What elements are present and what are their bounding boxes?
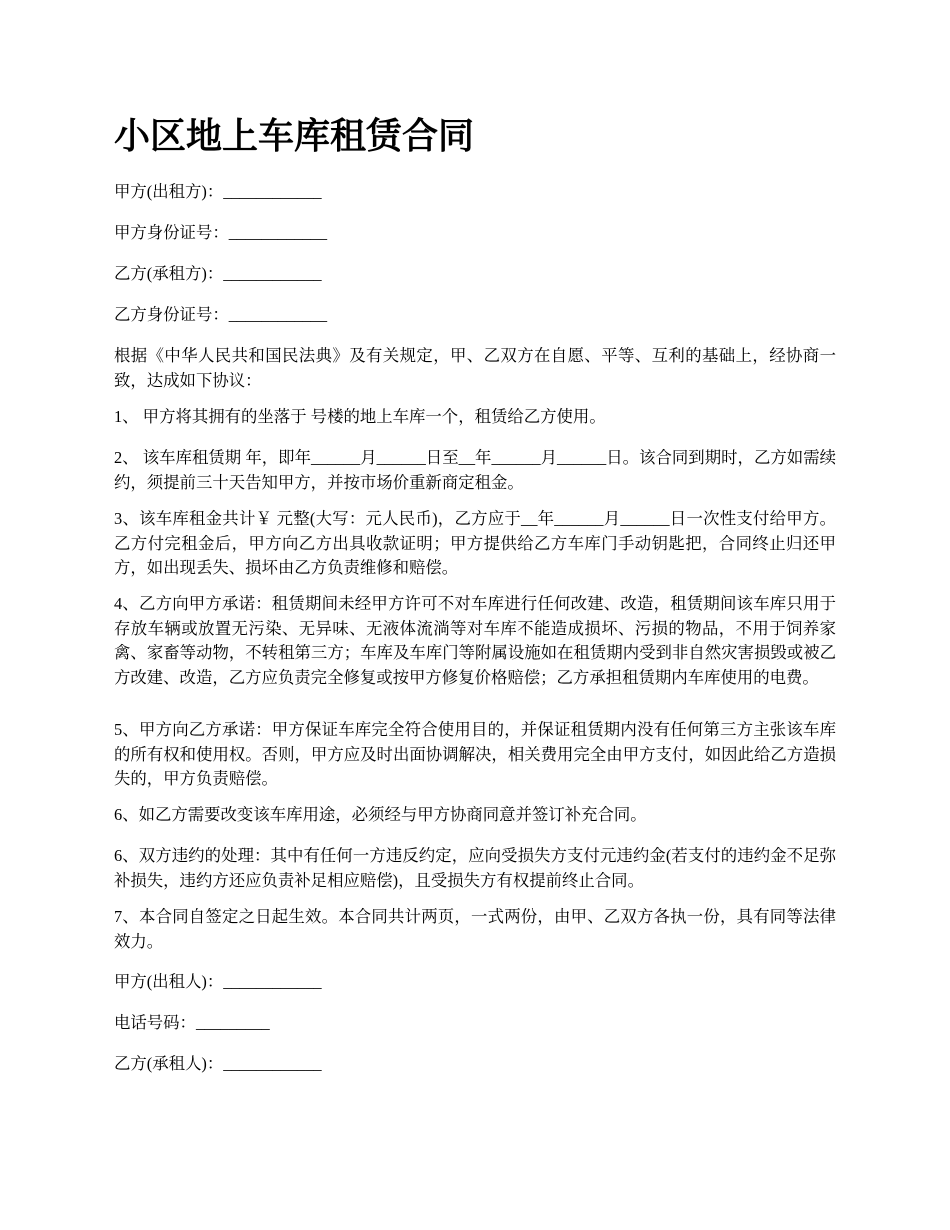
clause-5: 5、甲方向乙方承诺：甲方保证车库完全符合使用目的，并保证租赁期内没有任何第三方主张该车库的所有权和使用权。否则，甲方应及时出面协调解决，相关费用完全由甲方支付，如因此给乙方造损失的，甲方负责赔偿。 bbox=[114, 720, 836, 788]
lessee-id-field: 乙方身份证号：____________ bbox=[114, 305, 328, 324]
lessee-signature-field: 乙方(承租人)：____________ bbox=[114, 1054, 322, 1073]
clause-6-breach: 6、双方违约的处理：其中有任何一方违反约定，应向受损失方支付元违约金(若支付的违约金不足弥补损失，违约方还应负责补足相应赔偿)，且受损失方有权提前终止合同。 bbox=[114, 846, 836, 890]
clause-2: 2、 该车库租赁期 年，即年______月______日至__年______月______日。该合同到期时，乙方如需续约，须提前三十天告知甲方，并按市场价重新商定租金。 bbox=[114, 448, 836, 492]
clause-7: 7、本合同自签定之日起生效。本合同共计两页，一式两份，由甲、乙双方各执一份，具有同等法律效力。 bbox=[114, 907, 836, 951]
document-title: 小区地上车库租赁合同 bbox=[114, 116, 475, 156]
lessor-signature-field: 甲方(出租人)：____________ bbox=[114, 972, 322, 991]
lessor-id-field: 甲方身份证号：____________ bbox=[114, 223, 328, 242]
clause-6: 6、如乙方需要改变该车库用途，必须经与甲方协商同意并签订补充合同。 bbox=[114, 805, 647, 824]
intro-paragraph: 根据《中华人民共和国民法典》及有关规定，甲、乙双方在自愿、平等、互利的基础上，经协商一致，达成如下协议： bbox=[114, 346, 836, 390]
clause-4: 4、乙方向甲方承诺：租赁期间未经甲方许可不对车库进行任何改建、改造，租赁期间该车库只用于存放车辆或放置无污染、无异味、无液体流淌等对车库不能造成损坏、污损的物品，不用于饲养家禽、家畜等动物，不转租第三方；车库及车库门等附属设施如在租赁期内受到非自然灾害损毁或被乙方改建、改造，乙方应负责完全修复或按甲方修复价格赔偿；乙方承担租赁期内车库使用的电费。 bbox=[114, 594, 836, 687]
clause-3: 3、该车库租金共计￥ 元整(大写：元人民币)，乙方应于__年______月______日一次性支付给甲方。乙方付完租金后，甲方向乙方出具收款证明；甲方提供给乙方车库门手动钥匙把，合同终止归还甲方，如出现丢失、损坏由乙方负责维修和赔偿。 bbox=[114, 509, 836, 577]
clause-1: 1、 甲方将其拥有的坐落于 号楼的地上车库一个，租赁给乙方使用。 bbox=[114, 407, 606, 426]
lessor-name-field: 甲方(出租方)：____________ bbox=[114, 182, 322, 201]
lessee-name-field: 乙方(承租方)：____________ bbox=[114, 264, 322, 283]
phone-number-field: 电话号码：_________ bbox=[114, 1013, 270, 1032]
